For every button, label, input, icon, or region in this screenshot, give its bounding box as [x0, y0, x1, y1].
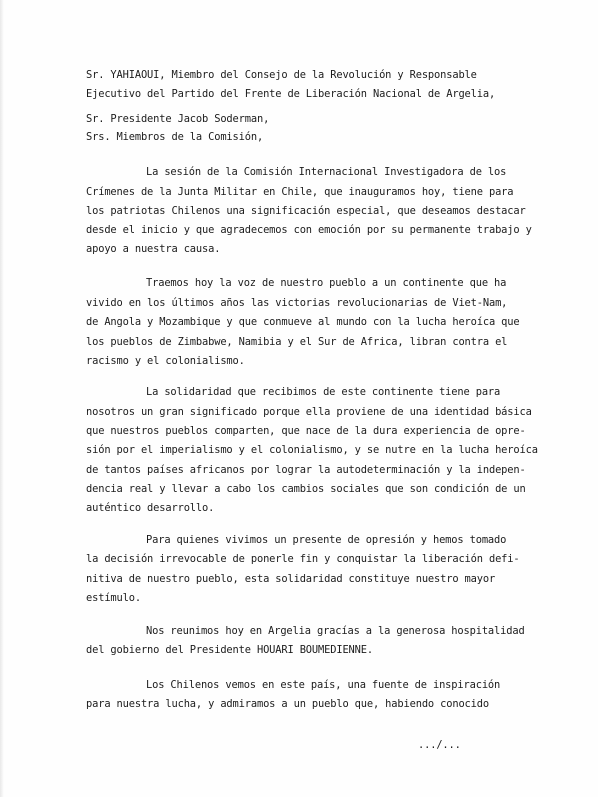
paragraph-line: apoyo a nuestra causa. [86, 243, 221, 255]
paragraph-line: de Angola y Mozambique y que conmueve al mundo con la lucha heroíca que [86, 316, 520, 328]
address-line: Sr. Presidente Jacob Soderman, [86, 113, 270, 125]
paragraph-line: vivido en los últimos años las victorias revolucionarias de Viet-Nam, [86, 297, 508, 309]
address-line: Srs. Miembros de la Comisión, [86, 131, 264, 143]
paragraph-line: Crímenes de la Junta Militar en Chile, que inauguramos hoy, tiene para [86, 186, 514, 198]
paragraph-line: para nuestra lucha, y admiramos a un pueblo que, habiendo conocido [86, 698, 489, 710]
paragraph-line: nosotros un gran significado porque ella proviene de una identidad básica [86, 406, 532, 418]
paragraph-line: sión por el imperialismo y el colonialismo, y se nutre en la lucha heroíca [86, 444, 538, 456]
paragraph-line: los pueblos de Zimbabwe, Namibia y el Sur de Africa, libran contra el [86, 336, 508, 348]
paragraph-line: Traemos hoy la voz de nuestro pueblo a un continente que ha [146, 277, 507, 289]
paragraph-line: la decisión irrevocable de ponerle fin y conquistar la liberación defi- [86, 553, 520, 565]
paragraph-line: nitiva de nuestro pueblo, esta solidaridad constituye nuestro mayor [86, 573, 496, 585]
paragraph-line: racismo y el colonialismo. [86, 355, 245, 367]
paragraph-line: Los Chilenos vemos en este país, una fuente de inspiración [146, 679, 501, 691]
paragraph-line: de tantos países africanos por lograr la autodeterminación y la indepen- [86, 464, 526, 476]
address-line: Ejecutivo del Partido del Frente de Liberación Nacional de Argelia, [86, 88, 496, 100]
paragraph-line: Para quienes vivimos un presente de opresión y hemos tomado [146, 534, 507, 546]
paragraph-line: auténtico desarrollo. [86, 502, 215, 514]
paragraph-line: La solidaridad que recibimos de este continente tiene para [146, 386, 501, 398]
paragraph-line: desde el inicio y que agradecemos con emoción por su permanente trabajo y [86, 224, 532, 236]
address-line: Sr. YAHIAOUI, Miembro del Consejo de la Revolución y Responsable [86, 69, 477, 81]
paragraph-line: que nuestros pueblos comparten, que nace de la dura experiencia de opre- [86, 425, 526, 437]
page-edge-shadow [0, 0, 4, 797]
paragraph-line: Nos reunimos hoy en Argelia gracías a la generosa hospitalidad [146, 625, 525, 637]
paragraph-line: los patriotas Chilenos una significación especial, que deseamos destacar [86, 205, 526, 217]
paragraph-line: dencia real y llevar a cabo los cambios sociales que son condición de un [86, 483, 526, 495]
paragraph-line: del gobierno del Presidente HOUARI BOUMEDIENNE. [86, 644, 373, 656]
paragraph-line: estímulo. [86, 592, 141, 604]
continuation-mark: .../... [418, 739, 461, 751]
paragraph-line: La sesión de la Comisión Internacional Investigadora de los [146, 166, 507, 178]
